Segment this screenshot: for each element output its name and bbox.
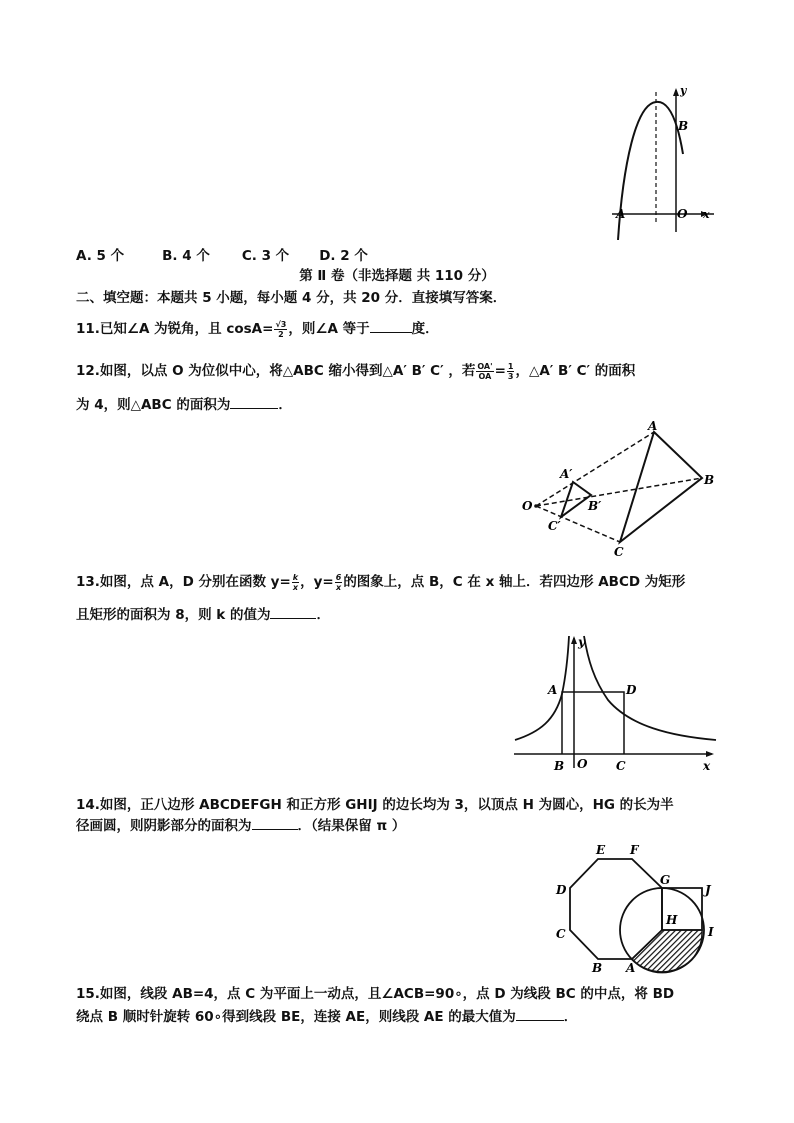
fig12-label-B: B bbox=[704, 473, 715, 487]
q12-ratio bbox=[507, 362, 515, 381]
q12-pre: 12.如图，以点 O 为位似中心，将△ABC 缩小得到△A′ B′ C′ ，若 bbox=[76, 363, 476, 379]
q10-option-b: B. 4 个 bbox=[162, 248, 210, 264]
question-14-line2 bbox=[76, 815, 405, 836]
q11-unit: 度． bbox=[411, 321, 439, 337]
fig13-label-x: x bbox=[703, 759, 711, 773]
q13-f2-num: 6 bbox=[335, 572, 342, 582]
ray-OA bbox=[536, 432, 654, 506]
q14-line2-pre: 径画圆，则阴影部分的面积为 bbox=[76, 818, 252, 834]
fig10-label-x: x bbox=[703, 208, 710, 221]
fig14-label-D: D bbox=[556, 883, 567, 897]
fig14-label-F: F bbox=[630, 843, 639, 857]
fig10-label-A: A bbox=[616, 207, 626, 221]
q15-answer-blank[interactable] bbox=[516, 1006, 564, 1021]
q14-answer-blank[interactable] bbox=[252, 815, 298, 830]
fig13-label-A: A bbox=[548, 683, 558, 697]
q12-ratio-num: 1 bbox=[507, 361, 514, 371]
q10-option-d: D. 2 个 bbox=[319, 248, 368, 264]
q11-answer-blank[interactable] bbox=[370, 318, 412, 333]
fig14-label-E: E bbox=[596, 843, 606, 857]
q13-fraction-2 bbox=[335, 573, 343, 592]
q12-answer-blank[interactable] bbox=[230, 394, 278, 409]
q12-ratio-den: 3 bbox=[507, 371, 514, 381]
question-13-line1 bbox=[76, 572, 685, 592]
q11-post: ，则∠A 等于 bbox=[288, 321, 370, 337]
q12-fraction bbox=[476, 362, 493, 381]
fig12-label-C1: C′ bbox=[548, 519, 561, 533]
curve-y-6-over-x bbox=[584, 636, 716, 740]
q11-fraction bbox=[274, 320, 287, 339]
q12-line2-post: ． bbox=[278, 397, 292, 413]
section-instructions: 二、填空题：本题共 5 小题，每小题 4 分，共 20 分．直接填写答案． bbox=[76, 290, 507, 306]
fig14-label-I: I bbox=[708, 925, 714, 939]
q12-homothety-figure bbox=[516, 418, 720, 558]
q13-f1-num: k bbox=[292, 572, 299, 582]
q10-parabola-figure bbox=[608, 84, 724, 240]
x-axis-arrow bbox=[706, 751, 714, 757]
fig13-label-D: D bbox=[626, 683, 637, 697]
rectangle-ABCD bbox=[562, 692, 624, 754]
regular-octagon bbox=[570, 859, 662, 959]
q13-f1-den: x bbox=[292, 582, 299, 592]
y-axis-arrow bbox=[571, 636, 577, 644]
q11-frac-den: 2 bbox=[278, 329, 284, 339]
fig14-label-J: J bbox=[705, 883, 711, 897]
question-12-line1 bbox=[76, 361, 635, 381]
q13-mid: ，y= bbox=[300, 574, 334, 590]
fig10-label-y: y bbox=[680, 84, 687, 97]
q13-hyperbola-figure bbox=[510, 630, 720, 775]
q10-option-a: A. 5 个 bbox=[76, 248, 125, 264]
fig10-label-O: O bbox=[677, 207, 688, 221]
fig13-label-C: C bbox=[616, 759, 626, 773]
fig12-label-B1: B′ bbox=[588, 499, 602, 513]
fig14-label-H: H bbox=[666, 913, 678, 927]
q12-frac-num: OA' bbox=[477, 361, 493, 371]
q13-pre: 13.如图，点 A，D 分别在函数 y= bbox=[76, 574, 291, 590]
q13-line2-post: ． bbox=[316, 607, 330, 623]
fig13-label-O: O bbox=[577, 757, 588, 771]
fig13-label-y: y bbox=[578, 635, 585, 649]
q12-frac-den: OA bbox=[478, 371, 492, 381]
q13-fraction-1 bbox=[292, 573, 299, 592]
fig14-label-B: B bbox=[592, 961, 603, 975]
q11-pre: 11.已知∠A 为锐角，且 cosA= bbox=[76, 321, 274, 337]
question-12-line2 bbox=[76, 394, 292, 415]
q11-frac-num: √3 bbox=[275, 319, 287, 329]
q15-line2-pre: 绕点 B 顺时针旋转 60∘得到线段 BE，连接 AE，则线段 AE 的最大值为 bbox=[76, 1009, 516, 1025]
y-axis-arrow bbox=[673, 88, 679, 96]
triangle-ABC bbox=[620, 432, 702, 542]
q15-line2-post: ． bbox=[563, 1009, 578, 1025]
question-14-line1: 14.如图，正八边形 ABCDEFGH 和正方形 GHIJ 的边长均为 3，以顶点 H 为圆心，HG 的长为半 bbox=[76, 797, 674, 813]
question-13-line2 bbox=[76, 604, 330, 625]
fig10-label-B: B bbox=[678, 119, 689, 133]
q13-post: 的图象上，点 B，C 在 x 轴上．若四边形 ABCD 为矩形 bbox=[343, 574, 686, 590]
question-15-line2 bbox=[76, 1006, 577, 1027]
question-11 bbox=[76, 318, 439, 339]
fig14-label-G: G bbox=[660, 873, 671, 887]
q10-options bbox=[76, 246, 368, 266]
q12-post: ，△A′ B′ C′ 的面积 bbox=[515, 363, 636, 379]
q13-answer-blank[interactable] bbox=[270, 604, 316, 619]
q14-line2-post: ．（结果保留 π ） bbox=[297, 818, 406, 834]
question-15-line1: 15.如图，线段 AB=4，点 C 为平面上一动点，且∠ACB=90∘，点 D 为线段 BC 的中点，将 BD bbox=[76, 986, 675, 1002]
fig14-label-C: C bbox=[556, 927, 566, 941]
q14-octagon-figure bbox=[552, 838, 722, 976]
parabola-curve bbox=[618, 102, 683, 240]
fig12-label-O: O bbox=[522, 499, 533, 513]
section-title: 第 Ⅱ 卷（非选择题 共 110 分） bbox=[299, 268, 495, 284]
q13-f2-den: x bbox=[335, 582, 342, 592]
ray-OB bbox=[536, 478, 702, 506]
q13-line2-pre: 且矩形的面积为 8，则 k 的值为 bbox=[76, 607, 271, 623]
fig13-label-B: B bbox=[554, 759, 565, 773]
q10-option-c: C. 3 个 bbox=[241, 248, 290, 264]
fig12-label-C: C bbox=[614, 545, 624, 558]
q12-eq: = bbox=[494, 363, 506, 379]
q12-line2-pre: 为 4，则△ABC 的面积为 bbox=[76, 397, 231, 413]
fig12-label-A1: A′ bbox=[560, 467, 573, 481]
fig12-label-A: A bbox=[648, 419, 658, 433]
fig14-label-A: A bbox=[626, 961, 636, 975]
curve-y-k-over-x bbox=[515, 636, 569, 740]
